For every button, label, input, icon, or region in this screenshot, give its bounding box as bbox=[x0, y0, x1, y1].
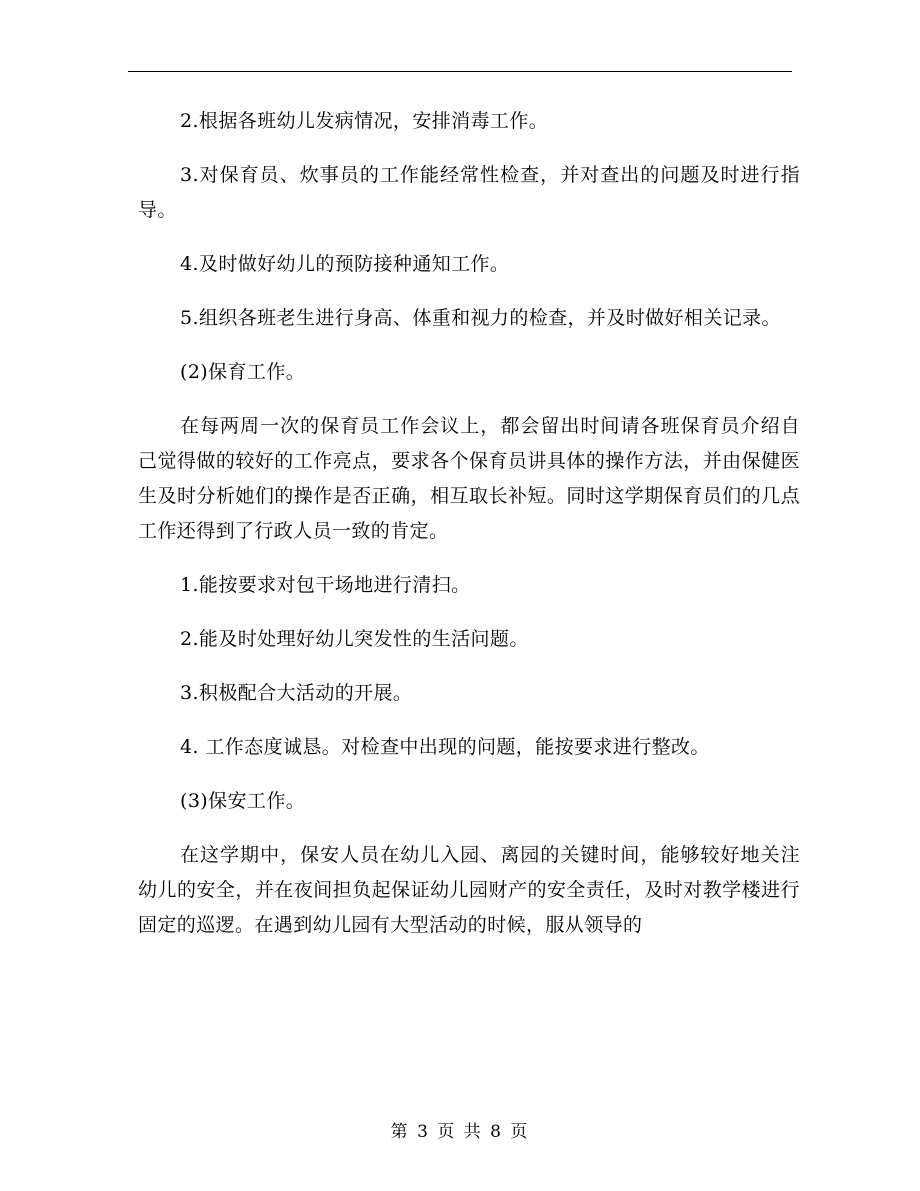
paragraph: 3.对保育员、炊事员的工作能经常性检查，并对查出的问题及时进行指导。 bbox=[138, 164, 800, 221]
paragraph: (3)保安工作。 bbox=[180, 790, 306, 812]
paragraph: 在这学期中，保安人员在幼儿入园、离园的关键时间，能够较好地关注幼儿的安全，并在夜间担负起保证幼儿园财产的安全责任，及时对教学楼进行固定的巡逻。在遇到幼儿园有大型活动的时候，服从领导的 bbox=[138, 844, 800, 936]
paragraph: 2.能及时处理好幼儿突发性的生活问题。 bbox=[180, 628, 529, 650]
paragraph: 3.积极配合大活动的开展。 bbox=[180, 682, 413, 704]
paragraph: 在每两周一次的保育员工作会议上，都会留出时间请各班保育员介绍自己觉得做的较好的工作亮点，要求各个保育员讲具体的操作方法，并由保健医生及时分析她们的操作是否正确，相互取长补短。同时这学期保育员们的几点工作还得到了行政人员一致的肯定。 bbox=[138, 415, 800, 542]
paragraph: 5.组织各班老生进行身高、体重和视力的检查，并及时做好相关记录。 bbox=[180, 307, 781, 329]
paragraph: 2.根据各班幼儿发病情况，安排消毒工作。 bbox=[180, 110, 549, 132]
paragraph: 4. 工作态度诚恳。对检查中出现的问题，能按要求进行整改。 bbox=[180, 736, 710, 758]
paragraph: 1.能按要求对包干场地进行清扫。 bbox=[180, 574, 471, 596]
document-body bbox=[138, 104, 800, 943]
header-rule bbox=[128, 71, 792, 72]
paragraph: 4.及时做好幼儿的预防接种通知工作。 bbox=[180, 253, 510, 275]
paragraph: (2)保育工作。 bbox=[180, 361, 306, 383]
page-footer: 第 3 页 共 8 页 bbox=[390, 1122, 530, 1142]
